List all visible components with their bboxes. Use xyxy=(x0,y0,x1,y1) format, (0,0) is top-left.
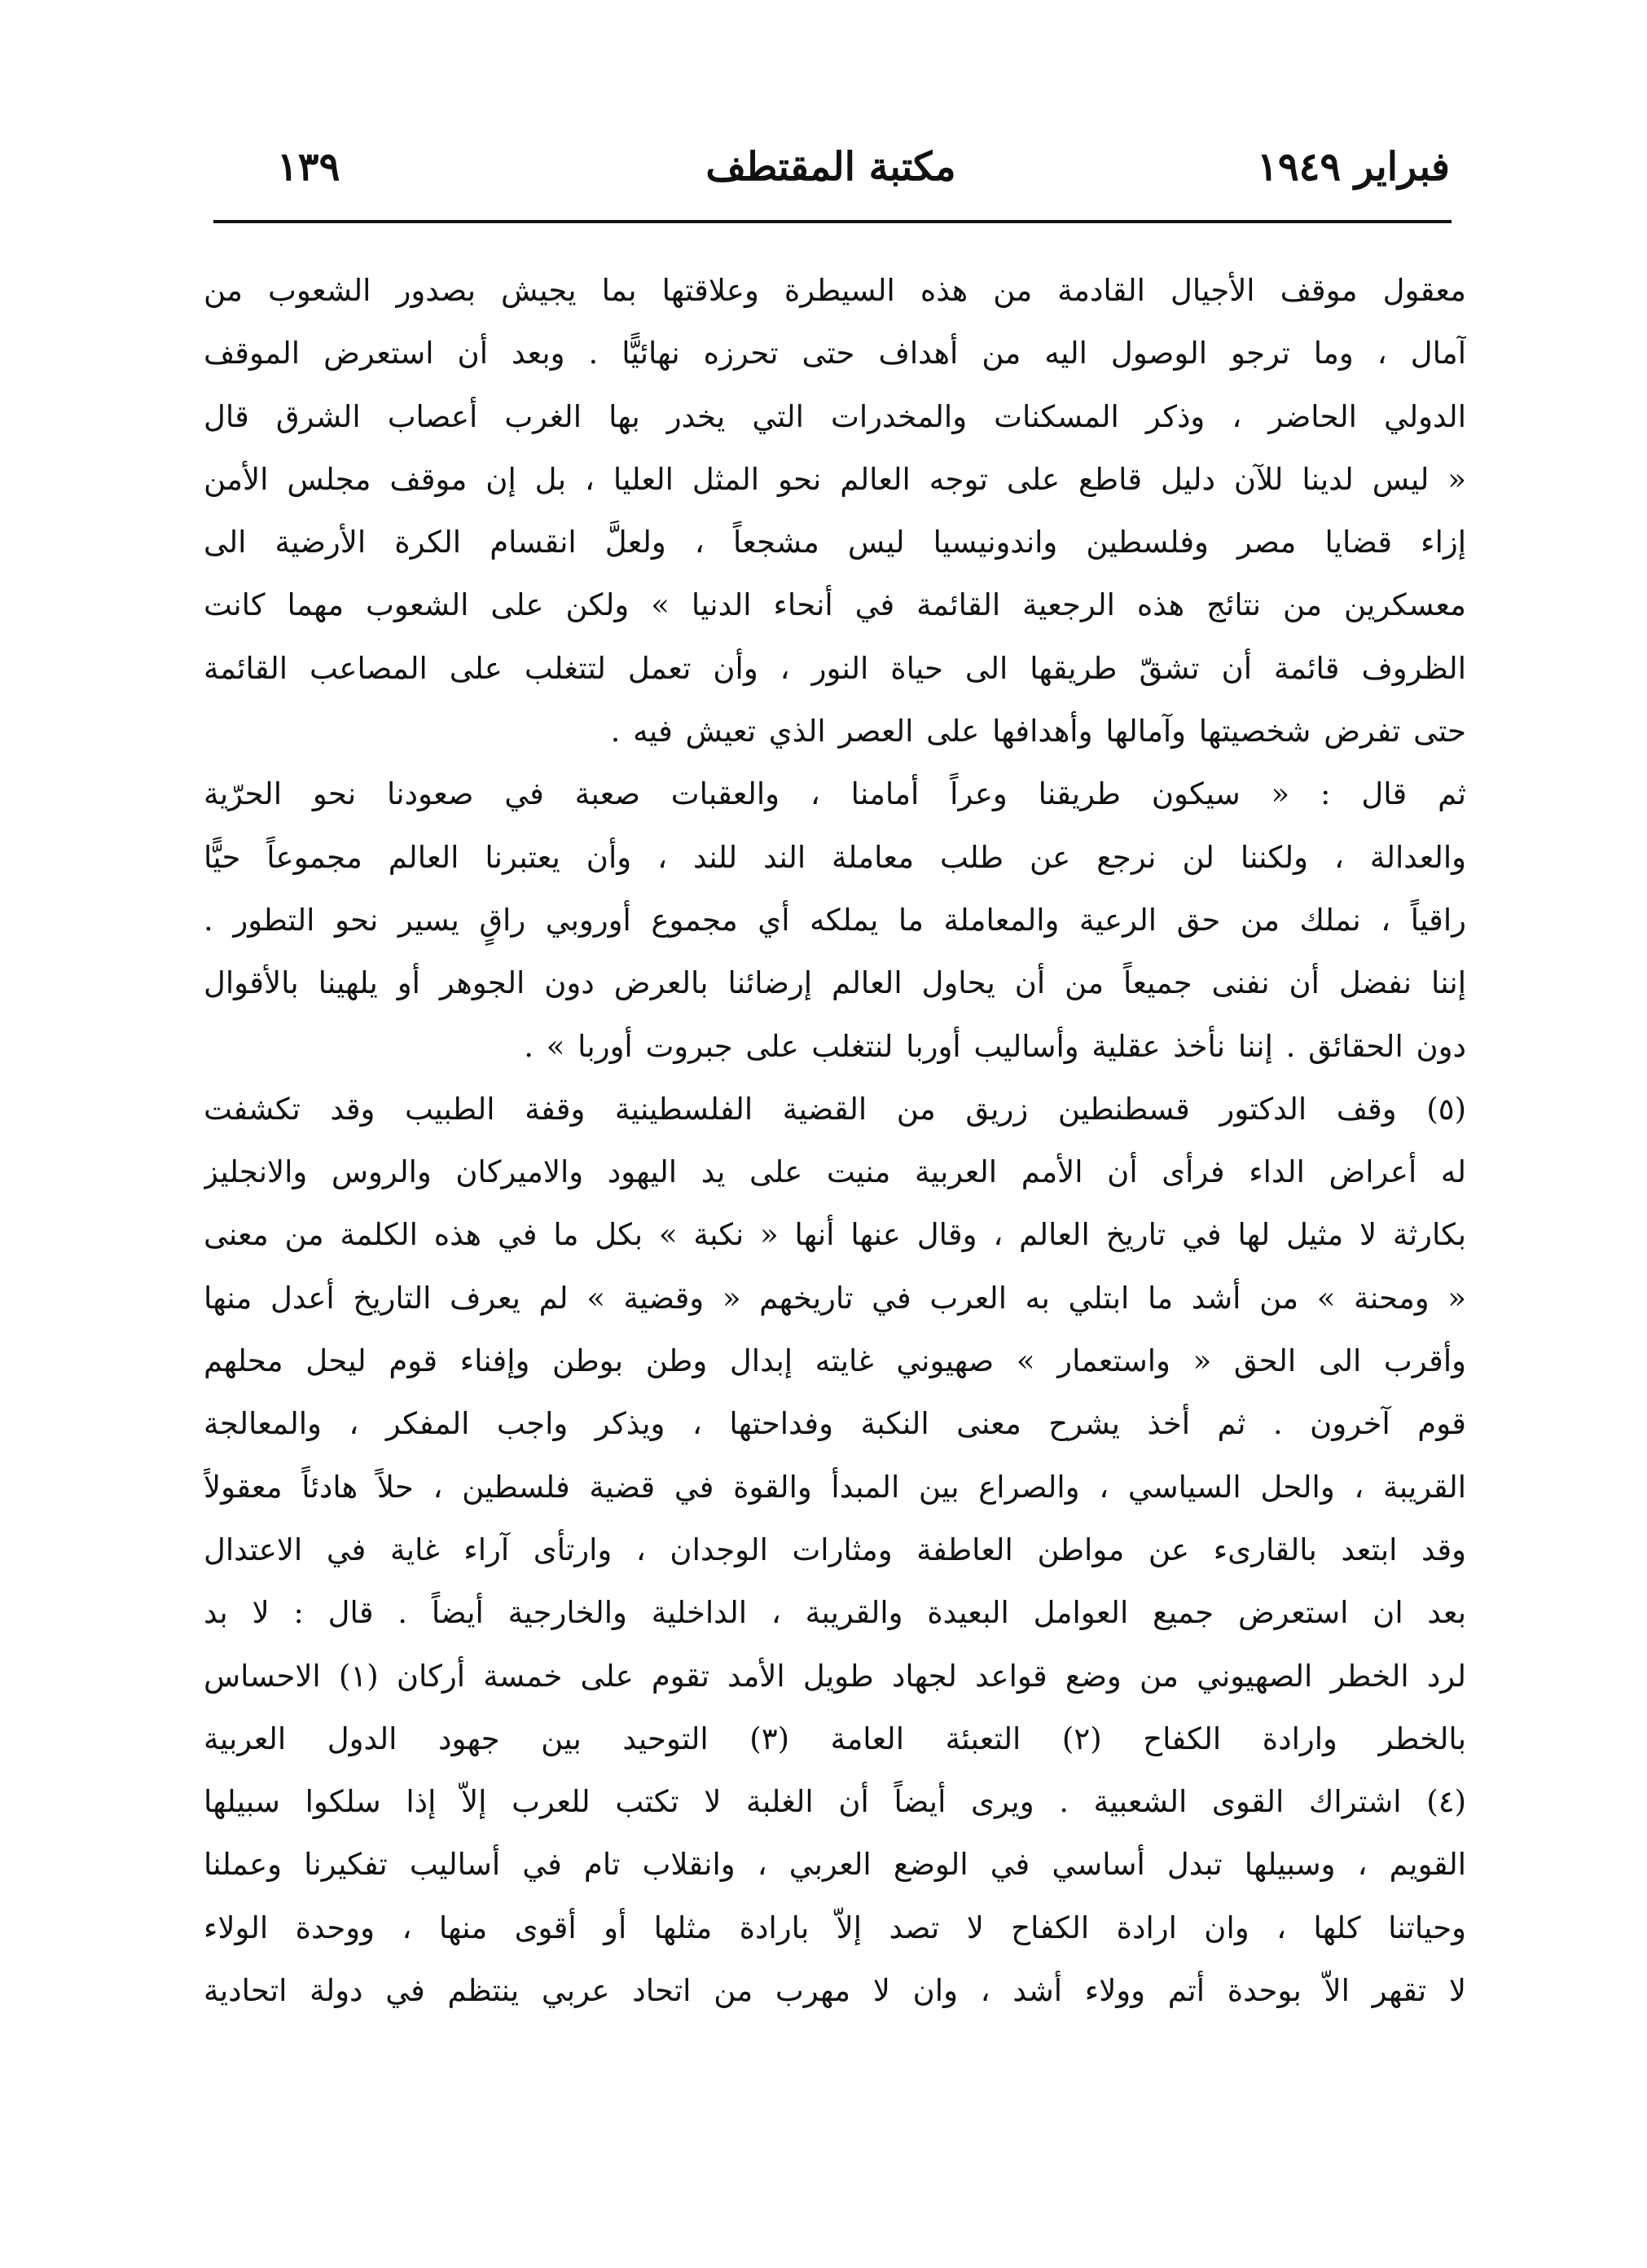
text-line: إزاء قضايا مصر وفلسطين واندونيسيا ليس مشجعاً ، ولعلَّ انقسام الكرة الأرضية الى xyxy=(204,525,1466,560)
text-line: لرد الخطر الصهيوني من وضع قواعد لجهاد طويل الأمد تقوم على خمسة أركان (١) الاحساس xyxy=(204,1658,1466,1694)
text-line: القريبة ، والحل السياسي ، والصراع بين المبدأ والقوة في قضية فلسطين ، حلاً هادئاً معقولاً xyxy=(204,1469,1466,1505)
text-line: (٤) اشتراك القوى الشعبية . ويرى أيضاً أن الغلبة لا تكتب للعرب إلاّ إذا سلكوا سبيلها xyxy=(204,1784,1466,1820)
text-line: الدولي الحاضر ، وذكر المسكنات والمخدرات التي يخدر بها الغرب أعصاب الشرق قال xyxy=(204,398,1466,434)
text-line: إننا نفضل أن نفنى جميعاً من أن يحاول العالم إرضائنا بالعرض دون الجوهر أو يلهينا بالأقوال xyxy=(204,965,1466,1001)
page-header xyxy=(195,138,1466,204)
text-line: دون الحقائق . إننا نأخذ عقلية وأساليب أوربا لنتغلب على جبروت أوربا » . xyxy=(524,1028,1466,1064)
article-body xyxy=(204,259,1466,2022)
text-line: وأقرب الى الحق « واستعمار » صهيوني غايته إبدال وطن بوطن وإفناء قوم ليحل محلهم xyxy=(204,1343,1466,1379)
header-divider xyxy=(213,220,1452,223)
text-line: (٥) وقف الدكتور قسطنطين زريق من القضية الفلسطينية وقفة الطبيب وقد تكشفت xyxy=(204,1091,1466,1127)
text-line: قوم آخرون . ثم أخذ يشرح معنى النكبة وفداحتها ، ويذكر واجب المفكر ، والمعالجة xyxy=(204,1406,1466,1442)
text-line: « ليس لدينا للآن دليل قاطع على توجه العالم نحو المثل العليا ، بل إن موقف مجلس الأمن xyxy=(204,461,1466,497)
page-number: ١٣٩ xyxy=(277,144,340,190)
text-line: بعد ان استعرض جميع العوامل البعيدة والقريبة ، الداخلية والخارجية أيضاً . قال : لا بد xyxy=(204,1595,1466,1631)
text-line: والعدالة ، ولكننا لن نرجع عن طلب معاملة الند للند ، وأن يعتبرنا العالم مجموعاً حيًّا xyxy=(204,839,1466,875)
text-line: بالخطر وارادة الكفاح (٢) التعبئة العامة (٣) التوحيد بين جهود الدول العربية xyxy=(204,1721,1466,1756)
text-line: وحياتنا كلها ، وان ارادة الكفاح لا تصد إلاّ بارادة مثلها أو أقوى منها ، ووحدة الولاء xyxy=(204,1910,1466,1945)
text-line: « ومحنة » من أشد ما ابتلي به العرب في تاريخهم « وقضية » لم يعرف التاريخ أعدل منها xyxy=(204,1280,1466,1316)
header-title: مكتبة المقتطف xyxy=(705,144,956,190)
text-line: لا تقهر الاّ بوحدة أتم وولاء أشد ، وان لا مهرب من اتحاد عربي ينتظم في دولة اتحادية xyxy=(204,1973,1466,2009)
text-line: بكارثة لا مثيل لها في تاريخ العالم ، وقال عنها أنها « نكبة » بكل ما في هذه الكلمة من معنى xyxy=(204,1217,1466,1253)
header-date: فبراير ١٩٤٩ xyxy=(1257,144,1450,190)
text-line: راقياً ، نملك من حق الرعية والمعاملة ما يملكه أي مجموع أوروبي راقٍ يسير نحو التطور . xyxy=(204,902,1466,938)
text-line: الظروف قائمة أن تشقّ طريقها الى حياة النور ، وأن تعمل لتتغلب على المصاعب القائمة xyxy=(204,650,1466,686)
text-line: القويم ، وسبيلها تبدل أساسي في الوضع العربي ، وانقلاب تام في أساليب تفكيرنا وعملنا xyxy=(204,1847,1466,1883)
text-line: له أعراض الداء فرأى أن الأمم العربية منيت على يد اليهود والاميركان والروس والانجليز xyxy=(204,1154,1466,1190)
text-line: ثم قال : « سيكون طريقنا وعراً أمامنا ، والعقبات صعبة في صعودنا نحو الحرّية xyxy=(204,776,1466,812)
text-line: معقول موقف الأجيال القادمة من هذه السيطرة وعلاقتها بما يجيش بصدور الشعوب من xyxy=(204,273,1466,308)
text-line: آمال ، وما ترجو الوصول اليه من أهداف حتى تحرزه نهائيًّا . وبعد أن استعرض الموقف xyxy=(204,336,1466,371)
text-line: معسكرين من نتائج هذه الرجعية القائمة في أنحاء الدنيا » ولكن على الشعوب مهما كانت xyxy=(204,587,1466,623)
text-line: وقد ابتعد بالقارىء عن مواطن العاطفة ومثارات الوجدان ، وارتأى آراء غاية في الاعتدال xyxy=(204,1532,1466,1567)
text-line: حتى تفرض شخصيتها وآمالها وأهدافها على العصر الذي تعيش فيه . xyxy=(610,714,1466,749)
